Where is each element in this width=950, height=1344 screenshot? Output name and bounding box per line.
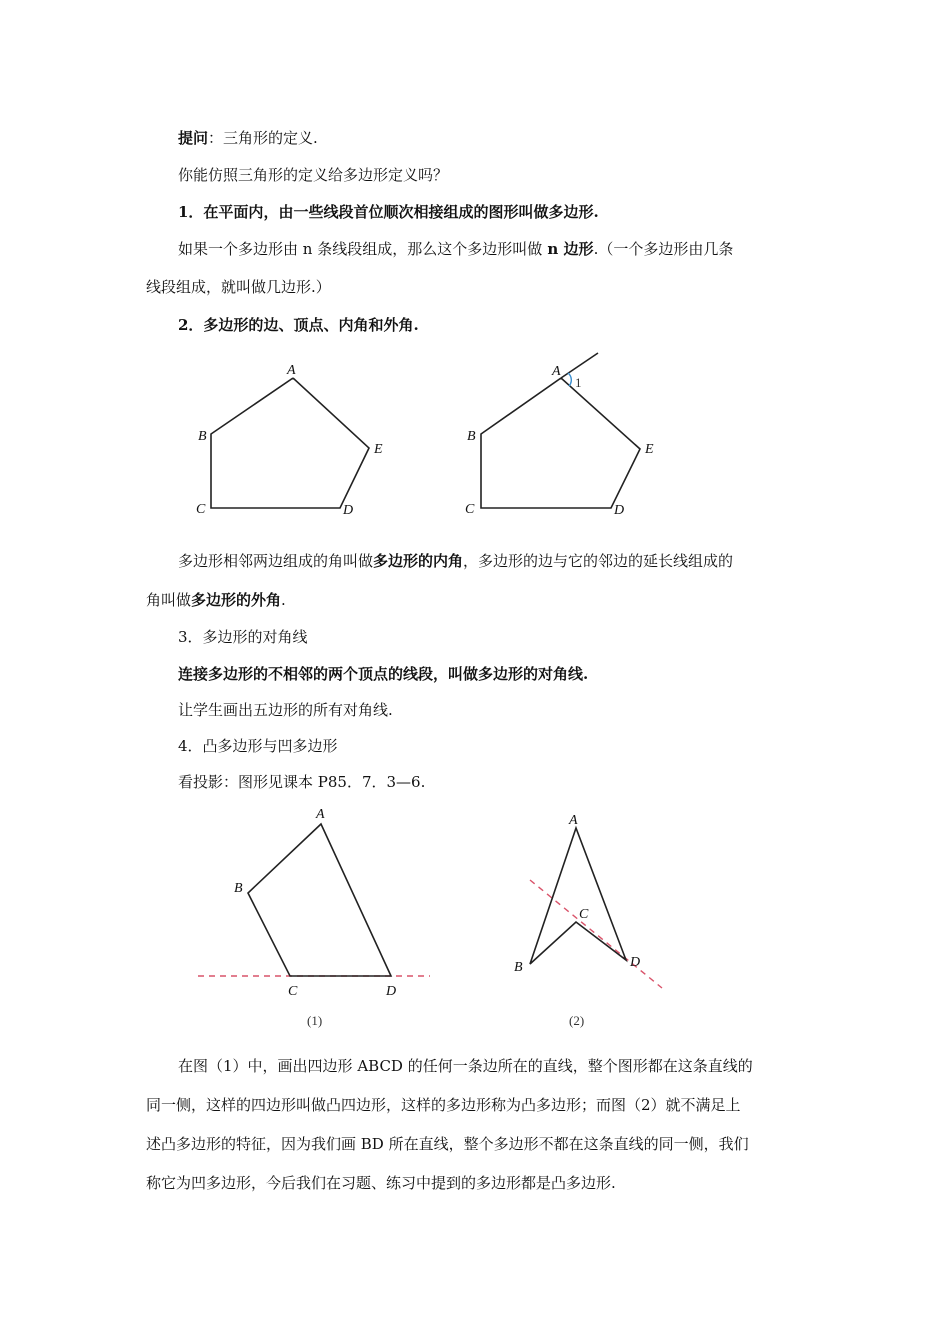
section-3-heading: 3．多边形的对角线 bbox=[178, 628, 308, 646]
angle-1-label: 1 bbox=[575, 375, 582, 390]
explanation-line-1: 在图（1）中，画出四边形 ABCD 的任何一条边所在的直线，整个图形都在这条直线的 bbox=[178, 1057, 753, 1075]
question-label: 提问 bbox=[178, 129, 209, 147]
quad2-label-D: D bbox=[630, 955, 641, 970]
dashed-line-bd bbox=[530, 880, 662, 988]
quad1-label-A: A bbox=[316, 807, 325, 822]
section-2-heading: 2．多边形的边、顶点、内角和外角. bbox=[178, 316, 419, 334]
explanation-line-4: 称它为凹多边形，今后我们在习题、练习中提到的多边形都是凸多边形. bbox=[146, 1174, 616, 1192]
pentagon1-label-A: A bbox=[287, 363, 296, 378]
interior-text-c: ，多边形的边与它的邻边的延长线组成的 bbox=[463, 552, 734, 570]
pentagon2-label-E: E bbox=[645, 442, 654, 457]
concave-quad-figure bbox=[514, 813, 662, 1028]
explanation-line-3: 述凸多边形的特征，因为我们画 BD 所在直线，整个多边形不都在这条直线的同一侧，我们 bbox=[146, 1135, 749, 1153]
quad2-label-C: C bbox=[579, 907, 589, 922]
pentagon-2 bbox=[481, 378, 640, 508]
quad2-label-B: B bbox=[514, 960, 523, 975]
interior-angle-term: 多边形的内角 bbox=[373, 552, 464, 570]
exterior-angle-line bbox=[146, 589, 286, 610]
pentagon1-label-E: E bbox=[374, 442, 383, 457]
definition-polygon: 1．在平面内，由一些线段首位顺次相接组成的图形叫做多边形. bbox=[178, 203, 599, 221]
n-gon-text-c: .（一个多边形由几条 bbox=[593, 240, 734, 258]
exterior-angle-term: 多边形的外角 bbox=[191, 591, 282, 609]
exterior-text-c: . bbox=[281, 591, 286, 609]
convex-quad-figure bbox=[198, 807, 430, 1028]
quad1-label-D: D bbox=[386, 984, 397, 999]
quad2-label-A: A bbox=[569, 813, 578, 828]
prompt-line: 你能仿照三角形的定义给多边形定义吗？ bbox=[178, 166, 449, 184]
interior-text-a: 多边形相邻两边组成的角叫做 bbox=[178, 552, 374, 570]
question-text: ：三角形的定义. bbox=[208, 129, 318, 147]
pentagon-exterior-figure bbox=[465, 353, 654, 518]
pentagon-figures bbox=[0, 345, 950, 545]
exterior-text-a: 角叫做 bbox=[146, 591, 192, 609]
convex-quadrilateral bbox=[248, 824, 391, 976]
section-4-heading: 4．凸多边形与凹多边形 bbox=[178, 737, 338, 755]
pentagon2-label-D: D bbox=[614, 503, 625, 518]
question-line bbox=[178, 127, 318, 148]
explanation-line-2: 同一侧，这样的四边形叫做凸四边形，这样的多边形称为凸多边形；而图（2）就不满足上 bbox=[146, 1096, 741, 1114]
pentagon-1 bbox=[211, 378, 369, 508]
caption-2: (2) bbox=[569, 1013, 585, 1028]
n-gon-term: n 边形 bbox=[542, 240, 594, 258]
pentagon2-label-B: B bbox=[467, 429, 476, 444]
n-gon-line-2: 线段组成，就叫做几边形.） bbox=[146, 278, 331, 296]
caption-1: (1) bbox=[307, 1013, 323, 1028]
projection-note: 看投影：图形见课本 P85．7．3—6. bbox=[178, 773, 426, 791]
pentagon-interior-figure bbox=[196, 363, 383, 518]
pentagon1-label-B: B bbox=[198, 429, 207, 444]
n-gon-line bbox=[178, 238, 733, 259]
concave-quadrilateral bbox=[530, 828, 626, 964]
n-gon-text-a: 如果一个多边形由 n 条线段组成，那么这个多边形叫做 bbox=[178, 240, 543, 258]
pentagon2-label-C: C bbox=[465, 502, 475, 517]
quad1-label-C: C bbox=[288, 984, 298, 999]
pentagon2-label-A: A bbox=[552, 364, 561, 379]
diagonal-task: 让学生画出五边形的所有对角线. bbox=[178, 701, 393, 719]
diagonal-definition: 连接多边形的不相邻的两个顶点的线段，叫做多边形的对角线. bbox=[178, 665, 589, 683]
quad1-label-B: B bbox=[234, 881, 243, 896]
pentagon1-label-C: C bbox=[196, 502, 206, 517]
pentagon1-label-D: D bbox=[343, 503, 354, 518]
quadrilateral-figures bbox=[0, 800, 950, 1040]
interior-angle-line bbox=[178, 550, 733, 571]
